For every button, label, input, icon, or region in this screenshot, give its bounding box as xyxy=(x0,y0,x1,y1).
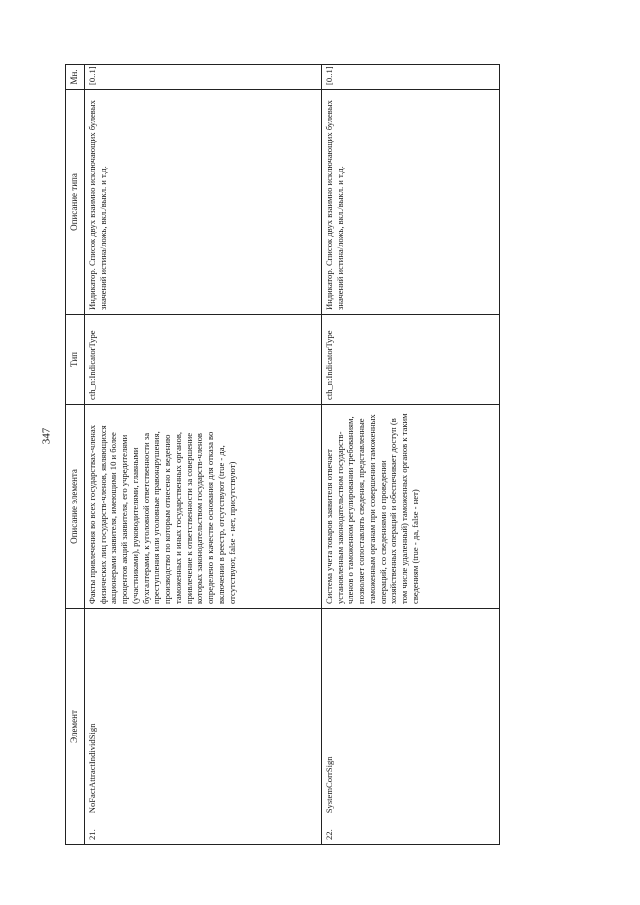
type-description: Индикатор. Список двух взаимно исключающих булевых значений истина/ложь, вкл./выкл. и т.д. xyxy=(322,90,500,315)
type-name: cth_n:IndicatorType xyxy=(85,315,322,405)
element-description: Система учета товаров заявителя отвечает установленным законодательством государств-членов о таможенном регулировании требованиям, позволяет сопоставлять сведения, представленные таможенным органам при совершении таможенных операций, со сведениями о проведении хозяйственных операций и обеспечивает доступ (в том числе удаленный) таможенных органов к таким сведениям (true - да, false - нет) xyxy=(322,405,500,609)
header-multiplicity: Мн. xyxy=(66,65,85,90)
element-name: NoFactAttractIndividSign xyxy=(87,723,97,814)
type-description: Индикатор. Список двух взаимно исключающих булевых значений истина/ложь, вкл./выкл. и т.д. xyxy=(85,90,322,315)
table-header-row xyxy=(66,65,85,845)
header-element-description: Описание элемента xyxy=(66,405,85,609)
page-number: 347 xyxy=(40,427,53,445)
multiplicity: [0..1] xyxy=(85,65,322,90)
header-type: Тип xyxy=(66,315,85,405)
type-name: cth_n:IndicatorType xyxy=(322,315,500,405)
table-row xyxy=(322,65,500,845)
header-element: Элемент xyxy=(66,609,85,845)
element-cell xyxy=(322,609,500,845)
table-row xyxy=(85,65,322,845)
header-type-description: Описание типа xyxy=(66,90,85,315)
rotated-table-container xyxy=(65,65,498,845)
row-number: 22. xyxy=(324,829,334,840)
element-description: Факты привлечения во всех государствах-членах физических лиц государств-членов, являющихся акционерами заявителя, имеющими 10 и более процентов акций заявителя, его учредителями (участниками), руководителями, главными бухгалтерами, к уголовной ответственности за преступления или уголовные правонарушения, производство по которым отнесено к ведению таможенных и иных государственных органов, привлечение к ответственности за совершение которых законодательством государств-членов определено в качестве основания для отказа во включении в реестр, отсутствуют (true - да, отсутствуют, false - нет, присутствуют) xyxy=(85,405,322,609)
element-cell xyxy=(85,609,322,845)
elements-table xyxy=(65,64,500,845)
multiplicity: [0..1] xyxy=(322,65,500,90)
row-number: 21. xyxy=(87,829,97,840)
element-name: SystemCorrSign xyxy=(324,756,334,814)
